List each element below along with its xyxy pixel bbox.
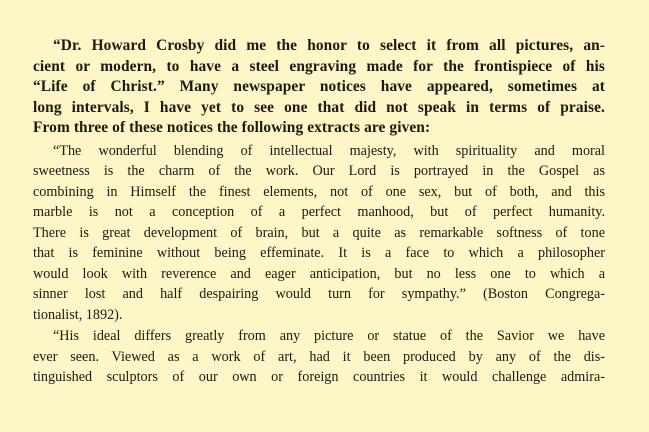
paragraph-crosby-quote — [33, 36, 605, 139]
text-line: ever seen. Viewed as a work of art, had it been produced by any of the dis- — [33, 348, 605, 365]
text-body — [33, 36, 605, 388]
text-line: “His ideal differs greatly from any picture or statue of the Savior we have — [53, 328, 605, 344]
text-line: cient or modern, to have a steel engraving made for the frontispiece of his — [33, 57, 605, 75]
text-line: “The wonderful blending of intellectual majesty, with spirituality and moral — [53, 142, 605, 159]
text-line: tinguished sculptors of our own or foreign countries it would challenge admira- — [33, 369, 605, 385]
text-line: From three of these notices the following extracts are given: — [33, 119, 431, 136]
text-line: would look with reverence and eager anticipation, but no less one to which a — [33, 265, 605, 282]
text-line: marble is not a conception of a perfect manhood, but of perfect humanity. — [33, 204, 605, 220]
paragraph-ideal-differs — [33, 326, 605, 388]
text-line: long intervals, I have yet to see one that did not speak in terms of praise. — [33, 98, 605, 116]
text-line: sinner lost and half despairing would turn for sympathy.” (Boston Congrega- — [33, 286, 605, 302]
text-line: There is great development of brain, but a quite as remarkable softness of tone — [33, 224, 605, 241]
text-line: “Life of Christ.” Many newspaper notices have appeared, sometimes at — [33, 78, 605, 95]
text-line: combining in Himself the finest elements, not of one sex, but of both, and this — [33, 183, 605, 200]
text-line: sweetness is the charm of the work. Our Lord is portrayed in the Gospel as — [33, 163, 605, 179]
text-line: tionalist, 1892). — [33, 306, 123, 323]
text-line: that is feminine without being effeminate. It is a face to which a philosopher — [33, 245, 605, 261]
paragraph-boston-congregationalist — [33, 141, 605, 326]
text-line: “Dr. Howard Crosby did me the honor to select it from all pictures, an- — [53, 37, 605, 54]
